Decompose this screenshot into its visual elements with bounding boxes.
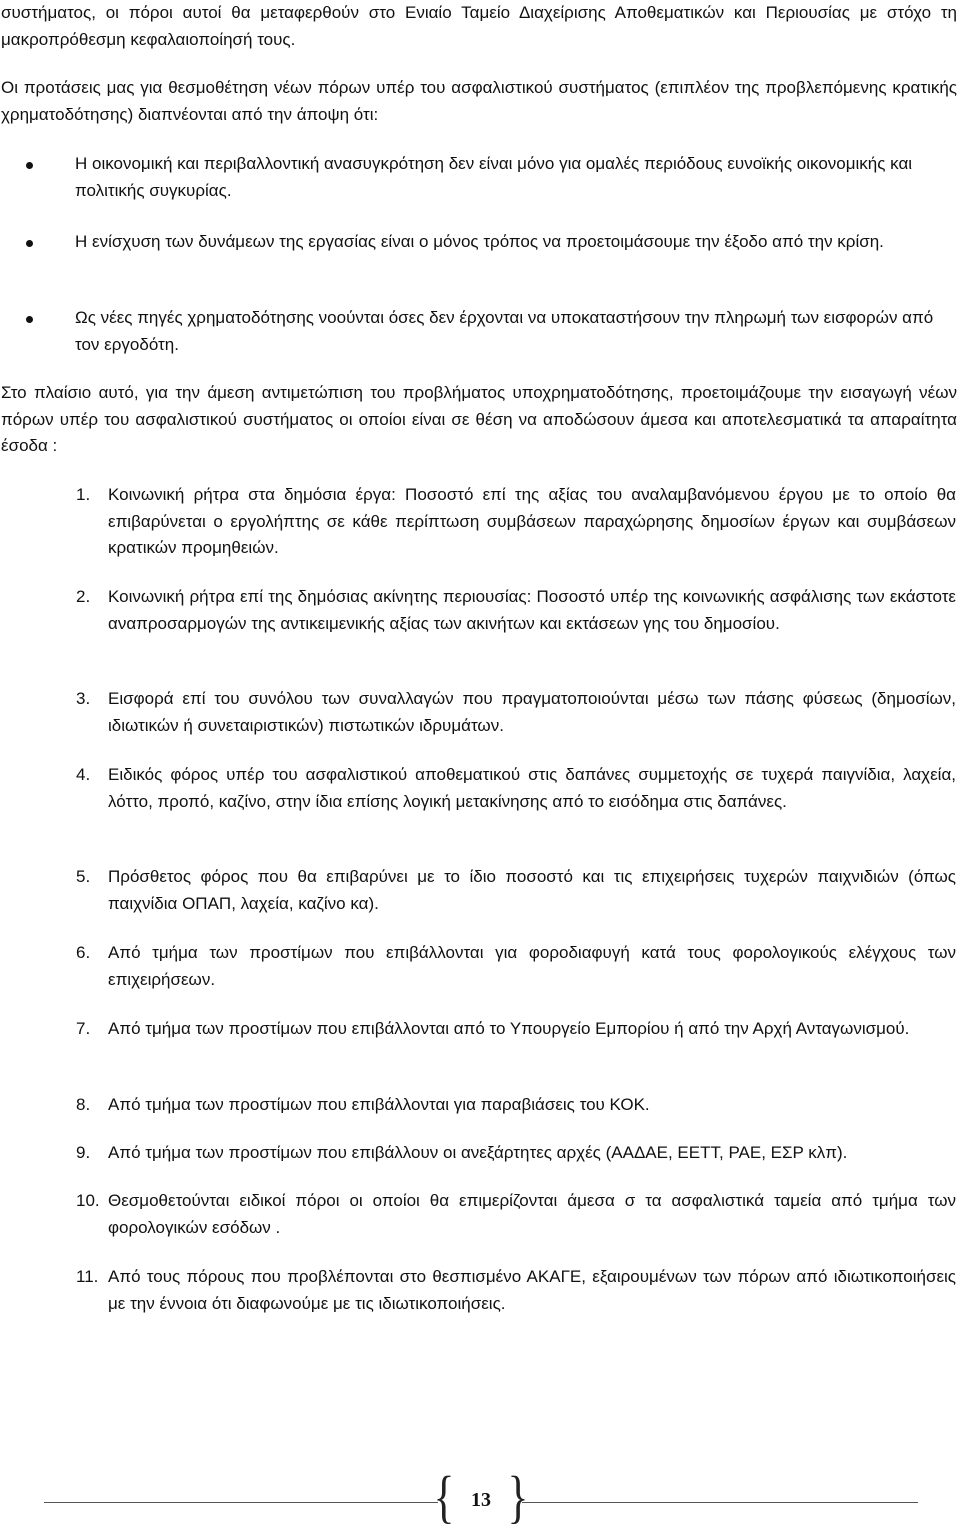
bullet-item xyxy=(26,151,956,204)
bullet-text: Η ενίσχυση των δυνάμεων της εργασίας είναι ο μόνος τρόπος να προετοιμάσουμε την έξοδο από την κρίση. xyxy=(75,232,884,251)
list-number: 7. xyxy=(76,1019,91,1038)
list-number: 11. xyxy=(76,1267,99,1286)
list-item xyxy=(76,864,956,917)
list-item xyxy=(76,482,956,562)
bullet-text: Η οικονομική και περιβαλλοντική ανασυγκρότηση δεν είναι μόνο για ομαλές περιόδους ευνοϊκής οικονομικής και πολιτικής συγκυρίας. xyxy=(75,154,913,200)
footer-rule-left xyxy=(44,1502,438,1503)
list-text: Από τμήμα των προστίμων που επιβάλλονται για φοροδιαφυγή κατά τους φορολογικούς ελέγχους των επιχειρήσεων. xyxy=(108,943,956,989)
bullet-text: Ως νέες πηγές χρηματοδότησης νοούνται όσες δεν έρχονται να υποκαταστήσουν την πληρωμή των εισφορών από τον εργοδότη. xyxy=(75,308,934,354)
list-text: Θεσμοθετούνται ειδικοί πόροι οι οποίοι θα επιμερίζονται άμεσα σ τα ασφαλιστικά ταμεία από τμήμα των φορολογικών εσόδων . xyxy=(108,1191,956,1237)
list-number: 1. xyxy=(76,485,91,504)
list-item xyxy=(76,686,956,739)
footer-rule-right xyxy=(522,1502,918,1503)
list-number: 9. xyxy=(76,1143,91,1162)
list-text: Από τμήμα των προστίμων που επιβάλλονται από το Υπουργείο Εμπορίου ή από την Αρχή Ανταγωνισμού. xyxy=(108,1019,910,1038)
list-number: 6. xyxy=(76,943,91,962)
list-item xyxy=(76,940,956,993)
list-number: 10. xyxy=(76,1191,100,1210)
list-text: Από τους πόρους που προβλέπονται στο θεσπισμένο ΑΚΑΓΕ, εξαιρουμένων των πόρων από ιδιωτικοποιήσεις με την έννοια ότι διαφωνούμε με τις ιδιωτικοποιήσεις. xyxy=(108,1267,956,1313)
list-text: Πρόσθετος φόρος που θα επιβαρύνει με το ίδιο ποσοστό και τις επιχειρήσεις τυχερών παιχνιδιών (όπως παιχνίδια ΟΠΑΠ, λαχεία, καζίνο κα). xyxy=(108,867,956,913)
list-item xyxy=(76,1264,956,1317)
list-number: 3. xyxy=(76,689,91,708)
list-number: 8. xyxy=(76,1095,91,1114)
left-brace-icon: { xyxy=(433,1464,455,1529)
bullet-item xyxy=(26,305,956,358)
page-number: 13 xyxy=(471,1489,491,1511)
paragraph-proposals: Οι προτάσεις μας για θεσμοθέτηση νέων πόρων υπέρ του ασφαλιστικού συστήματος (επιπλέον της προβλεπόμενης κρατικής χρηματοδότησης) διαπνέονται από την άποψη ότι: xyxy=(1,78,957,124)
list-text: Από τμήμα των προστίμων που επιβάλλονται για παραβιάσεις του ΚΟΚ. xyxy=(108,1095,650,1114)
list-text: Εισφορά επί του συνόλου των συναλλαγών που πραγματοποιούνται μέσω των πάσης φύσεως (δημοσίων, ιδιωτικών ή συνεταιριστικών) πιστωτικών ιδρυμάτων. xyxy=(108,689,956,735)
bullet-item xyxy=(26,229,956,256)
list-item xyxy=(76,1188,956,1241)
list-text: Από τμήμα των προστίμων που επιβάλλουν οι ανεξάρτητες αρχές (ΑΑΔΑΕ, ΕΕΤΤ, ΡΑΕ, ΕΣΡ κλπ). xyxy=(108,1143,848,1162)
paragraph-context: Στο πλαίσιο αυτό, για την άμεση αντιμετώπιση του προβλήματος υποχρηματοδότησης, προετοιμάζουμε την εισαγωγή νέων πόρων υπέρ του ασφαλιστικού συστήματος οι οποίοι είναι σε θέση να αποδώσουν άμεσα και αποτελεσματικά τα απαραίτητα έσοδα : xyxy=(1,383,957,455)
list-number: 5. xyxy=(76,867,91,886)
list-text: Κοινωνική ρήτρα επί της δημόσιας ακίνητης περιουσίας: Ποσοστό υπέρ της κοινωνικής ασφάλισης των εκάστοτε αναπροσαρμογών της αντικειμενικής αξίας των ακινήτων και εκτάσεων γης του δημοσίου. xyxy=(108,587,956,633)
list-text: Κοινωνική ρήτρα στα δημόσια έργα: Ποσοστό επί της αξίας του αναλαμβανόμενου έργου με το οποίο θα επιβαρύνεται ο εργολήπτης σε κάθε περίπτωση συμβάσεων παραχώρησης δημοσίων έργων και συμβάσεων κρατικών προμηθειών. xyxy=(108,485,956,557)
right-brace-icon: } xyxy=(507,1464,529,1529)
list-item xyxy=(76,584,956,637)
list-item xyxy=(76,1140,956,1167)
list-item xyxy=(76,1092,956,1119)
list-item xyxy=(76,1016,956,1043)
paragraph-intro-tail: συστήματος, οι πόροι αυτοί θα μεταφερθούν στο Ενιαίο Ταμείο Διαχείρισης Αποθεματικών και Περιουσίας με στόχο τη μακροπρόθεσμη κεφαλαιοποίησή τους. xyxy=(1,3,957,49)
list-item xyxy=(76,762,956,815)
bullet-icon xyxy=(26,240,33,247)
list-text: Ειδικός φόρος υπέρ του ασφαλιστικού αποθεματικού στις δαπάνες συμμετοχής σε τυχερά παιγνίδια, λαχεία, λόττο, προπό, καζίνο, στην ίδια επίσης λογική μετακίνησης από το εισόδημα στις δαπάνες. xyxy=(108,765,956,811)
bullet-icon xyxy=(26,162,33,169)
list-number: 4. xyxy=(76,765,91,784)
list-number: 2. xyxy=(76,587,91,606)
bullet-icon xyxy=(26,316,33,323)
